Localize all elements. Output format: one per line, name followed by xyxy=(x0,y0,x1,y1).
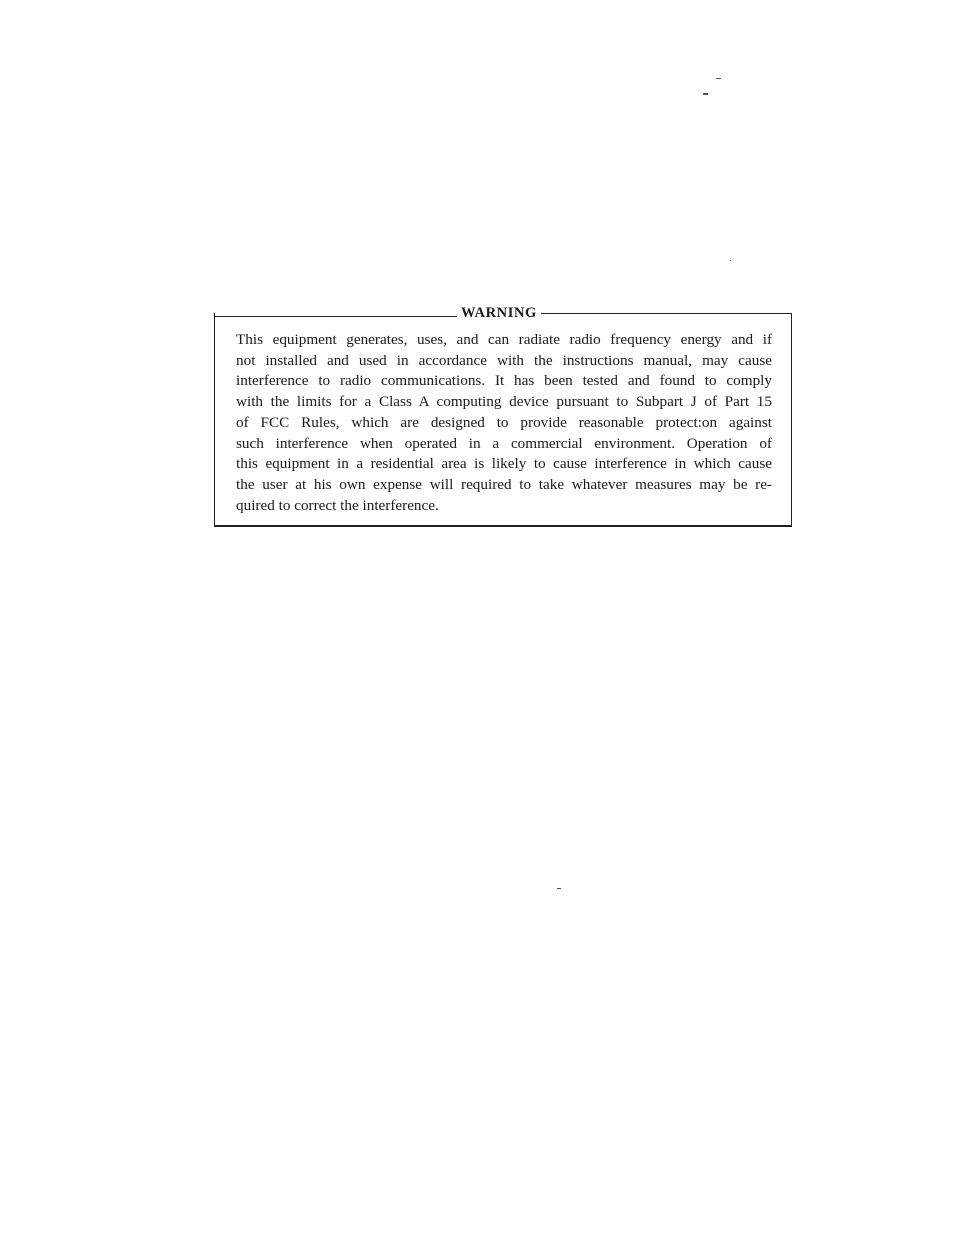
warning-header xyxy=(214,305,792,321)
warning-text-line: interference to radio communications. It has been tested and found to comply xyxy=(236,372,772,390)
warning-text-line: of FCC Rules, which are designed to provide reasonable protect:on against xyxy=(236,413,772,431)
scan-speck xyxy=(703,93,708,95)
warning-text-line: such interference when operated in a commercial environment. Operation of xyxy=(236,434,772,452)
scan-speck xyxy=(716,78,721,79)
warning-text-line: the user at his own expense will required to take whatever measures may be re- xyxy=(236,475,772,493)
warning-title: WARNING xyxy=(461,305,537,321)
header-rule-right xyxy=(541,313,792,314)
warning-text-line: with the limits for a Class A computing device pursuant to Subpart J of Part 15 xyxy=(236,393,772,411)
warning-text-line: not installed and used in accordance with the instructions manual, may cause xyxy=(236,351,772,369)
warning-text xyxy=(236,330,772,516)
warning-box xyxy=(214,305,792,527)
warning-text-line: this equipment in a residential area is likely to cause interference in which cause xyxy=(236,455,772,473)
scan-speck xyxy=(730,260,731,261)
scan-speck xyxy=(557,888,561,889)
warning-text-line: This equipment generates, uses, and can radiate radio frequency energy and if xyxy=(236,331,772,348)
warning-text-line: quired to correct the interference. xyxy=(236,496,439,514)
header-rule-left xyxy=(214,316,457,317)
